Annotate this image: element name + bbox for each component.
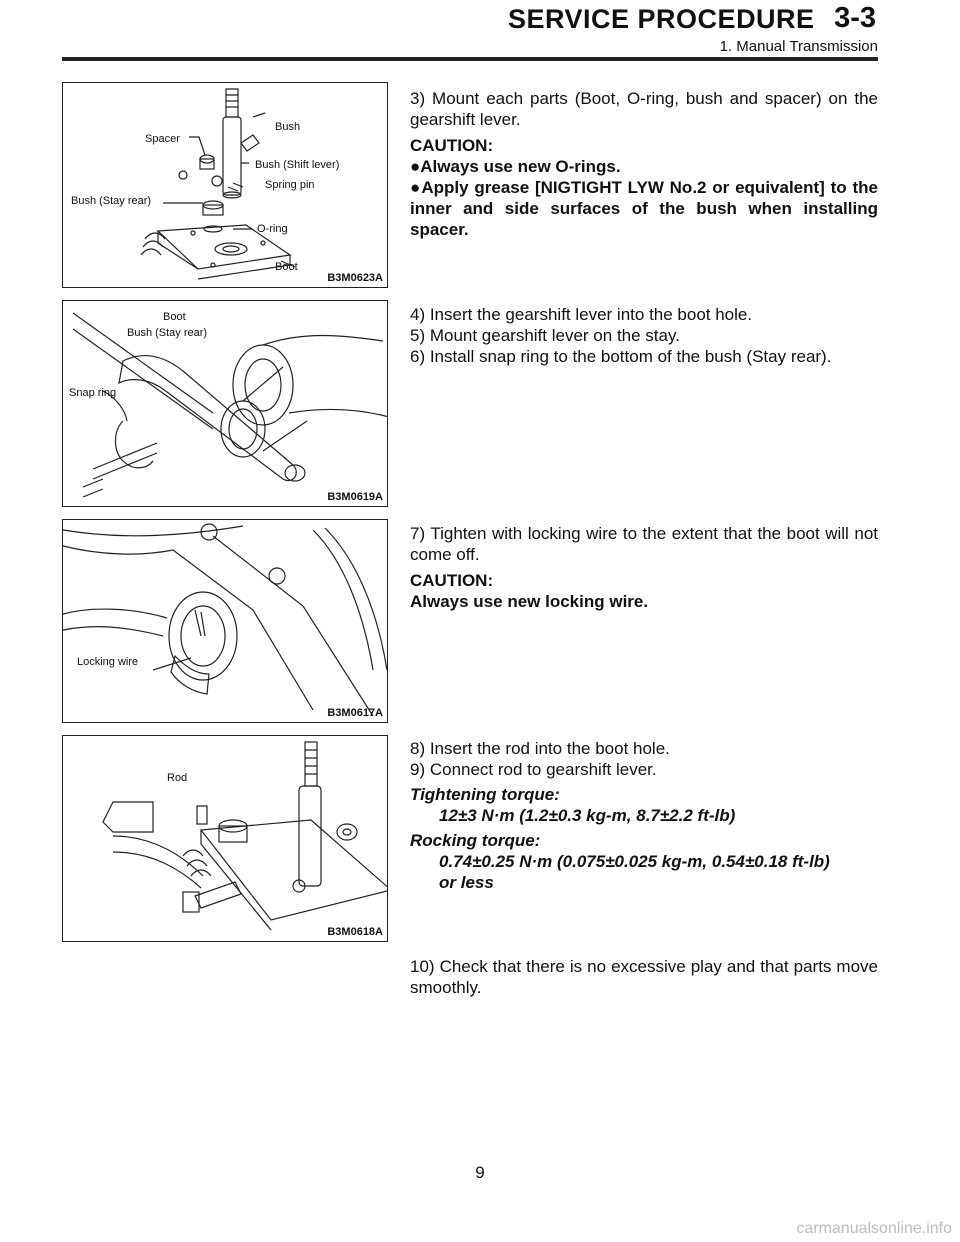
tightening-torque-label: Tightening torque: — [410, 785, 560, 804]
page-header-title: SERVICE PROCEDURE — [508, 4, 815, 34]
figure-code: B3M0619A — [327, 491, 383, 503]
label-boot: Boot — [275, 261, 298, 273]
rocking-torque-label: Rocking torque: — [410, 831, 541, 850]
label-bush-shift-lever: Bush (Shift lever) — [255, 159, 340, 171]
bullet-icon: ● — [410, 157, 421, 176]
step-7: 7) Tighten with locking wire to the extent that the boot will not come off. — [410, 524, 878, 564]
bullet-icon: ● — [410, 178, 422, 197]
caution-heading: CAUTION: — [410, 571, 494, 590]
step-3-block — [410, 88, 878, 240]
rocking-torque-suffix: or less — [439, 873, 494, 892]
label-bush-stay-rear: Bush (Stay rear) — [71, 195, 152, 207]
rocking-torque-value: 0.74±0.25 N·m (0.075±0.025 kg-m, 0.54±0.18 ft-lb) — [439, 852, 830, 871]
step-4-6-block — [410, 304, 878, 367]
rod-connection-illustration — [63, 736, 388, 942]
figure-code: B3M0617A — [327, 707, 383, 719]
section-number: 3-3 — [834, 2, 876, 34]
label-rod: Rod — [167, 772, 188, 784]
caution-text: Always use new locking wire. — [410, 592, 649, 611]
step-3: 3) Mount each parts (Boot, O-ring, bush and spacer) on the gearshift lever. — [410, 89, 878, 129]
page-number: 9 — [475, 1163, 485, 1182]
caution-item: ●Apply grease [NIGTIGHT LYW No.2 or equivalent] to the inner and side surfaces of the bush when installing spacer. — [410, 178, 878, 239]
label-spacer: Spacer — [145, 133, 180, 145]
label-spring-pin: Spring pin — [265, 179, 315, 191]
figure-b3m0618a — [62, 735, 388, 942]
step-5: 5) Mount gearshift lever on the stay. — [410, 326, 680, 345]
shift-lever-exploded-illustration — [63, 83, 388, 288]
caution-item: ●Always use new O-rings. — [410, 157, 621, 176]
figure-b3m0617a — [62, 519, 388, 723]
label-bush: Bush — [275, 121, 301, 133]
step-7-block — [410, 523, 878, 612]
step-10: 10) Check that there is no excessive play and that parts move smoothly. — [410, 957, 878, 997]
section-subtitle: 1. Manual Transmission — [719, 38, 878, 55]
label-o-ring: O-ring — [257, 223, 288, 235]
label-boot: Boot — [163, 311, 186, 323]
step-10-block — [410, 956, 878, 998]
step-8-9-block — [410, 738, 878, 893]
figure-b3m0619a — [62, 300, 388, 507]
caution-heading: CAUTION: — [410, 136, 494, 155]
figure-b3m0623a — [62, 82, 388, 288]
tightening-torque-value: 12±3 N·m (1.2±0.3 kg-m, 8.7±2.2 ft-lb) — [439, 806, 736, 825]
snap-ring-illustration — [63, 301, 388, 507]
step-8: 8) Insert the rod into the boot hole. — [410, 739, 670, 758]
header-rule — [62, 57, 878, 61]
label-snap-ring: Snap ring — [69, 387, 117, 399]
step-4: 4) Insert the gearshift lever into the boot hole. — [410, 305, 753, 324]
watermark: carmanualsonline.info — [796, 1220, 952, 1237]
figure-code: B3M0618A — [327, 926, 383, 938]
label-locking-wire: Locking wire — [77, 656, 139, 668]
label-bush-stay-rear: Bush (Stay rear) — [127, 327, 208, 339]
step-9: 9) Connect rod to gearshift lever. — [410, 760, 657, 779]
step-6: 6) Install snap ring to the bottom of the bush (Stay rear). — [410, 347, 832, 366]
locking-wire-illustration — [63, 520, 388, 723]
figure-code: B3M0623A — [327, 272, 383, 284]
